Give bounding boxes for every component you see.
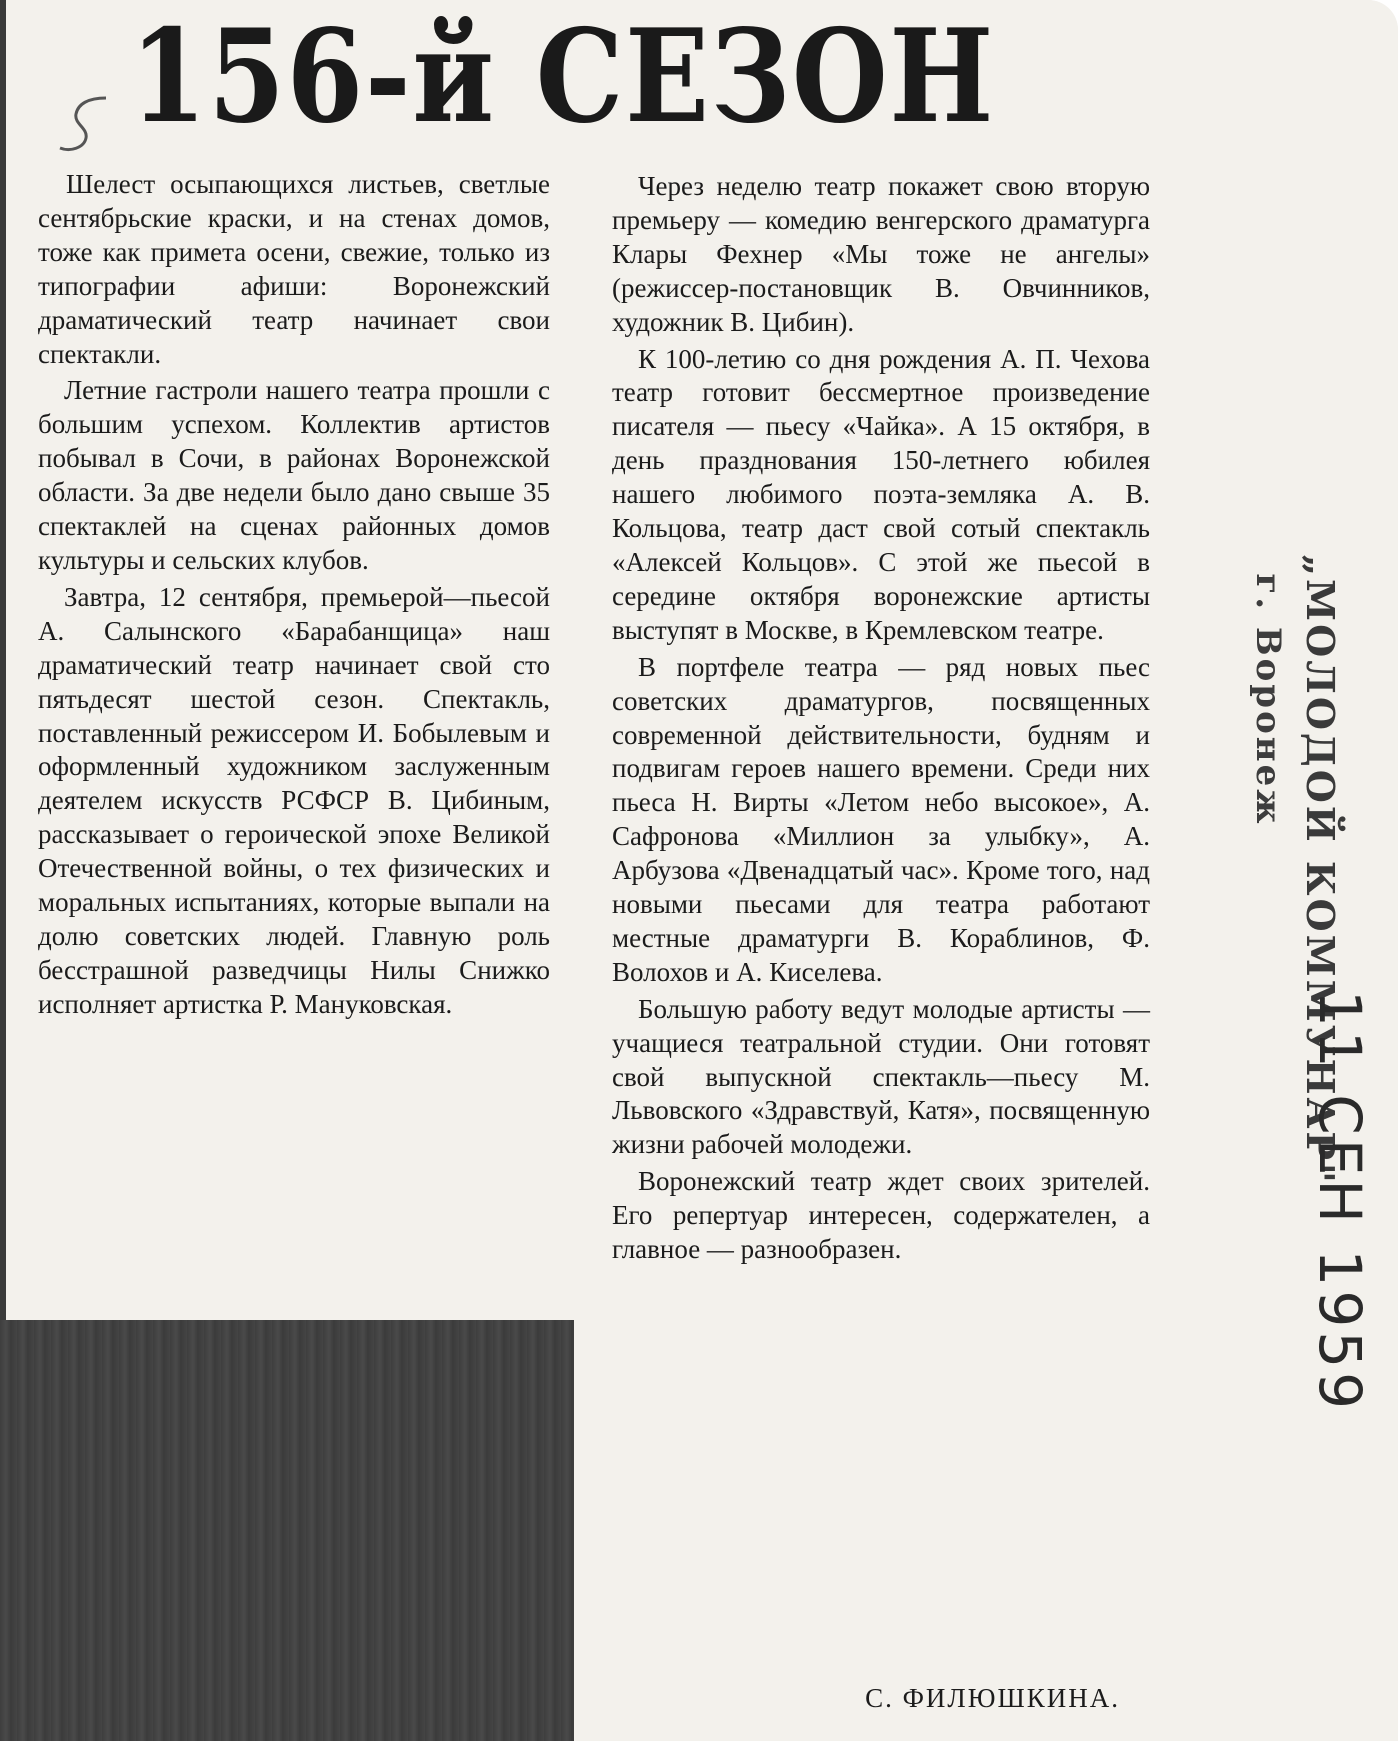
scan-backdrop-bottom bbox=[0, 1320, 574, 1741]
paragraph: В портфеле театра — ряд новых пьес советских драматургов, посвященных современной действительности, будням и подвигам героев нашего времени. Среди них пьеса Н. Вирты «Летом небо высокое», А. Сафронова «Миллион за улыбку», А. Арбузова «Двенадцатый час». Кроме того, над новыми пьесами для театра работают местные драматурги В. Кораблинов, Ф. Волохов и А. Киселева. bbox=[612, 651, 1150, 987]
author-signature: С. ФИЛЮШКИНА. bbox=[865, 1683, 1120, 1713]
headline: 156-й СЕЗОН bbox=[130, 2, 996, 152]
newspaper-city: г. Воронеж bbox=[1248, 573, 1288, 827]
newspaper-name: „МОЛОДОЙ КОММУНАР" bbox=[1298, 554, 1343, 1186]
paragraph: К 100-летию со дня рождения А. П. Чехова театр готовит бессмертное произведение писателя — пьесу «Чайка». А 15 октября, в день празднования 150-летнего юбилея нашего любимого поэта-земляка А. В. Кольцова, театр даст свой сотый спектакль «Алексей Кольцов». С этой же пьесой в середине октября воронежские артисты выступят в Москве, в Кремлевском театре. bbox=[612, 343, 1150, 645]
paragraph: Через неделю театр покажет свою вторую премьеру — комедию венгерского драматурга Клары Фехнер «Мы тоже не ангелы» (режиссер-постановщик В. Овчинников, художник В. Цибин). bbox=[612, 171, 1150, 337]
paragraph: Большую работу ведут молодые артисты — учащиеся театральной студии. Они готовят свой выпускной спектакль—пьесу М. Львовского «Здравствуй, Катя», посвященную жизни рабочей молодежи. bbox=[612, 993, 1150, 1160]
article-column-left bbox=[38, 168, 550, 1025]
handwritten-mark-icon bbox=[48, 94, 118, 174]
paragraph: Воронежский театр ждет своих зрителей. Его репертуар интересен, содержателен, а главное — разнообразен. bbox=[612, 1166, 1150, 1265]
paragraph: Завтра, 12 сентября, премьерой—пьесой А. Салынского «Барабанщица» наш драматический театр начинает свой сто пятьдесят шестой сезон. Спектакль, поставленный режиссером И. Бобылевым и оформленный художником заслуженным деятелем искусств РСФСР В. Цибиным, рассказывает о героической эпохе Великой Отечественной войны, о тех физических и моральных испытаниях, которые выпали на долю советских людей. Главную роль бесстрашной разведчицы Нилы Снижко исполняет артистка Р. Мануковская. bbox=[38, 581, 550, 1019]
paragraph: Летние гастроли нашего театра прошли с большим успехом. Коллектив артистов побывал в Сочи, в районах Воронежской области. За две недели было дано свыше 35 спектаклей на сценах районных домов культуры и сельских клубов. bbox=[38, 375, 550, 575]
date-stamp-text: 11 СЕН 1959 bbox=[1306, 990, 1374, 1414]
paragraph: Шелест осыпающихся листьев, светлые сентябрьские краски, и на стенах домов, тоже как примета осени, свежие, только из типографии афиши: Воронежский драматический театр начинает свои спектакли. bbox=[38, 169, 550, 369]
article-column-right bbox=[612, 170, 1150, 1270]
